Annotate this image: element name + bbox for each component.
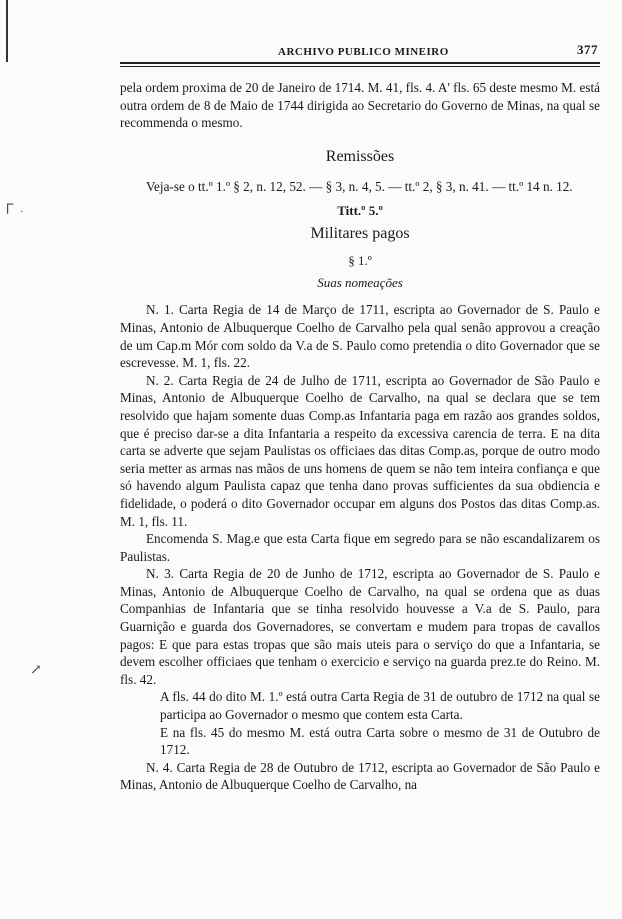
header-rule-thin [120, 66, 600, 67]
entry-paragraph: N. 1. Carta Regia de 14 de Março de 1711, escripta ao Governador de S. Paulo e Minas, Antonio de Albuquerque Coelho de Carvalho pela qual senão approvou a creação de um Cap.m Mór com soldo da V.a de S. Paulo como pretendia o dito Governador que se escrevesse. M. 1, fls. 22. [120, 302, 600, 371]
page-header [120, 42, 600, 60]
margin-line [6, 0, 8, 62]
entry-paragraph: Encomenda S. Mag.e que esta Carta fique em segredo para se não escandalizarem os Paulistas. [120, 531, 600, 564]
document-page [120, 42, 600, 794]
note-paragraph: E na fls. 45 do mesmo M. está outra Carta sobre o mesmo de 31 de Outubro de 1712. [160, 724, 600, 758]
entry-paragraph: N. 4. Carta Regia de 28 de Outubro de 1712, escripta ao Governador de São Paulo e Minas, Antonio de Albuquerque Coelho de Carvalho, na [120, 759, 600, 793]
remissoes-text: Veja-se o tt.º 1.º § 2, n. 12, 52. — § 3, n. 4, 5. — tt.º 2, § 3, n. 41. — tt.º 14 n. 12. [146, 178, 573, 194]
remissoes-heading: Remissões [325, 147, 395, 165]
page-number: 377 [577, 42, 598, 57]
margin-mark: ┌ [2, 196, 14, 213]
title-heading: Militares pagos [310, 225, 410, 243]
entry-paragraph: N. 3. Carta Regia de 20 de Junho de 1712, escripta ao Governador de S. Paulo e Minas, Antonio de Albuquerque Coelho de Carvalho, na qual se ordena que as duas Companhias de Infantaria que se tinha resolvido houvesse a V.a de S. Paulo, para Guarnição e guarda dos Governadores, se convertam e mudem para tropas de cavallos pagos: E que para estas tropas que são mais uteis para o serviço do que a Infantaria, se devem escolher officiaes que tenham o exercicio e serviço na guarda prez.te do Reino. M. fls. 42. [120, 566, 600, 687]
note-paragraph: A fls. 44 do dito M. 1.º está outra Carta Regia de 31 de outubro de 1712 na qual se participa ao Governador o mesmo que contem esta Carta. [160, 689, 600, 723]
running-title: ARCHIVO PUBLICO MINEIRO [278, 46, 449, 58]
margin-mark: · [20, 207, 24, 218]
intro-paragraph: pela ordem proxima de 20 de Janeiro de 1714. M. 41, fls. 4. A' fls. 65 deste mesmo M. está outra ordem de 8 de Maio de 1744 dirigida ao Secretario do Governo de Minas, na qual se recommenda o mesmo. [120, 80, 600, 131]
header-rule [120, 62, 600, 64]
margin-mark: ↗ [30, 663, 42, 678]
entry-paragraph: N. 2. Carta Regia de 24 de Julho de 1711, escripta ao Governador de São Paulo e Minas, Antonio de Albuquerque Coelho de Carvalho, na qual se declara que se tem resolvido que hajam somente duas Comp.as Infantaria paga em razão aos grandes soldos, que é preciso dar-se a dita Infantaria a respeito da excessiva carencia de terra. E na dita carta se adverte que sejam Paulistas os officiaes das ditas Comp.as, porque de outro modo seria metter as armas nas mãos de uns homens de quem se não tem inteira confiança e que só havendo algum Paulista capaz que tenha dano provas sufficientes da sua obdiencia e fidelidade, o poderá o dito Governador occupar em alguns dos Postos das ditas Comp.as. M. 1, fls. 11. [120, 372, 600, 529]
section-title: Suas nomeações [317, 275, 403, 291]
section-mark: § 1.º [348, 253, 372, 269]
title-number: Titt.º 5.º [337, 203, 383, 219]
